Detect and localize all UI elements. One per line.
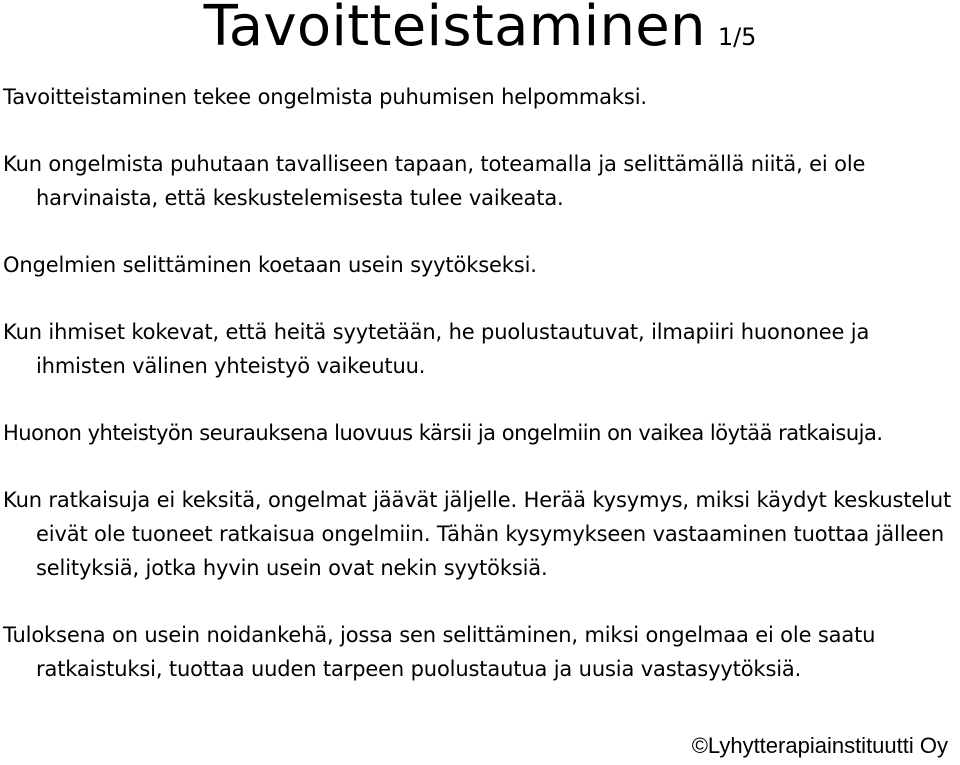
copyright-footer: ©Lyhytterapiainstituutti Oy: [691, 733, 948, 758]
paragraph-1: Tavoitteistaminen tekee ongelmista puhumisen helpommaksi.: [3, 85, 647, 109]
title-text: Tavoitteistaminen: [203, 0, 706, 59]
paragraph-2: Kun ongelmista puhutaan tavalliseen tapaan, toteamalla ja selittämällä niitä, ei ole harvinaista, että keskustelemisesta tulee vaikeata.: [3, 152, 866, 210]
slide-body: [3, 80, 957, 719]
paragraph-4: Kun ihmiset kokevat, että heitä syytetään, he puolustautuvat, ilmapiiri huononee ja ihmisten välinen yhteistyö vaikeutuu.: [3, 320, 870, 378]
paragraph-6: Kun ratkaisuja ei keksitä, ongelmat jäävät jäljelle. Herää kysymys, miksi käydyt keskustelut eivät ole tuoneet ratkaisua ongelmiin. Tähän kysymykseen vastaaminen tuottaa jälleen selityksiä, jotka hyvin usein ovat nekin syytöksiä.: [3, 488, 952, 580]
paragraph-7: Tuloksena on usein noidankehä, jossa sen selittäminen, miksi ongelmaa ei ole saatu ratkaistuksi, tuottaa uuden tarpeen puolustautua ja uusia vastasyytöksiä.: [3, 623, 876, 681]
slide-title: [0, 0, 960, 59]
paragraph-3: Ongelmien selittäminen koetaan usein syytökseksi.: [3, 253, 537, 277]
page-indicator: 1/5: [717, 23, 757, 51]
paragraph-5: Huonon yhteistyön seurauksena luovuus kärsii ja ongelmiin on vaikea löytää ratkaisuja.: [3, 421, 883, 445]
